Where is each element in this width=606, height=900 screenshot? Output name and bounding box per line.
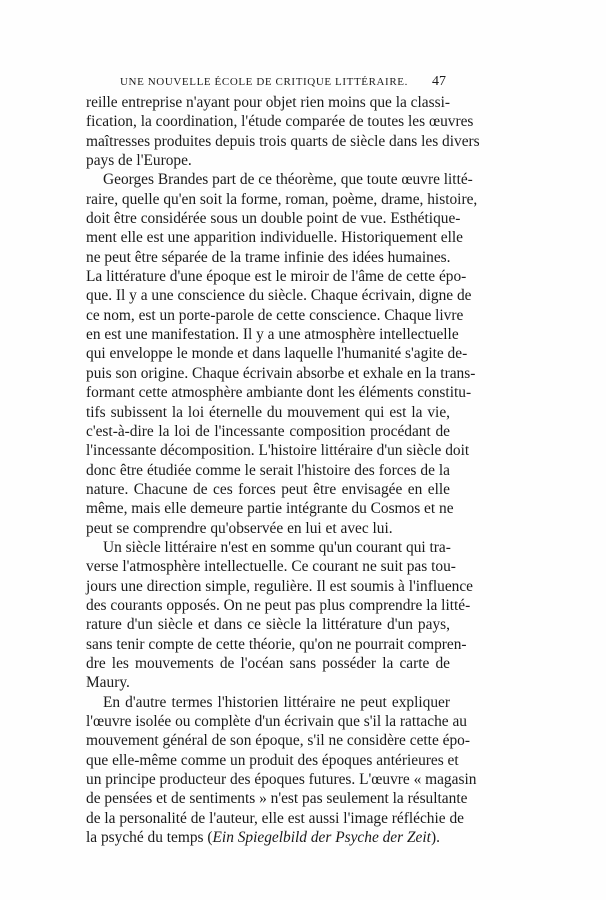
- text-line: ment elle est une apparition individuelle. Historiquement elle: [86, 229, 463, 247]
- page-number: 47: [432, 74, 446, 89]
- text-line: ne peut être séparée de la trame infinie des idées humaines.: [86, 248, 451, 266]
- text-line: l'incessante décomposition. L'histoire littéraire d'un siècle doit: [86, 442, 470, 460]
- text-line-with-citation: [86, 828, 450, 847]
- text-line: même, mais elle demeure partie intégrante du Cosmos et ne: [86, 500, 454, 518]
- text-line: raire, quelle qu'en soit la forme, roman, poème, drame, histoire,: [86, 190, 478, 208]
- text-line: nature. Chacune de ces forces peut être envisagée en elle: [86, 480, 450, 498]
- text-line: Maury.: [86, 674, 130, 692]
- text-line: doit être considérée sous un double point de vue. Esthétique-: [86, 210, 461, 228]
- text-line: verse l'atmosphère intellectuelle. Ce courant ne suit pas tou-: [86, 558, 456, 576]
- text-line: formant cette atmosphère ambiante dont les éléments constitu-: [86, 384, 472, 402]
- text-line: de pensées et de sentiments » n'est pas seulement la résultante: [86, 790, 468, 808]
- text-line: Un siècle littéraire n'est en somme qu'un courant qui tra-: [103, 538, 451, 556]
- text-line: En d'autre termes l'historien littéraire ne peut expliquer: [103, 693, 450, 711]
- text-line: ce nom, est un porte-parole de cette conscience. Chaque livre: [86, 306, 464, 324]
- german-citation: Ein Spiegelbild der Psyche der Zeit: [212, 829, 431, 847]
- text-line: mouvement général de son époque, s'il ne considère cette épo-: [86, 732, 470, 750]
- text-line: l'œuvre isolée ou complète d'un écrivain que s'il la rattache au: [86, 713, 467, 730]
- text-line: jours une direction simple, regulière. Il est soumis à l'influence: [86, 577, 474, 595]
- text-line: rature d'un siècle et dans ce siècle la littérature d'un pays,: [86, 616, 450, 634]
- text-line: Georges Brandes part de ce théorème, que toute œuvre litté-: [103, 171, 473, 189]
- text-line: tifs subissent la loi éternelle du mouvement qui est la vie,: [86, 403, 450, 421]
- text-line: fication, la coordination, l'étude comparée de toutes les œuvres: [86, 113, 474, 131]
- text-line: sans tenir compte de cette théorie, qu'on ne pourrait compren-: [86, 635, 467, 653]
- text-fragment: ).: [430, 829, 440, 847]
- text-line: c'est-à-dire la loi de l'incessante composition procédant de: [86, 422, 450, 440]
- body-text: [86, 93, 480, 847]
- text-line: que. Il y a une conscience du siècle. Chaque écrivain, digne de: [86, 287, 472, 305]
- text-line: de la personalité de l'auteur, elle est aussi l'image réfléchie de: [86, 809, 464, 827]
- text-line: reille entreprise n'ayant pour objet rien moins que la classi-: [86, 94, 450, 111]
- text-line: des courants opposés. On ne peut pas plus comprendre la litté-: [86, 596, 471, 614]
- text-line: que elle-même comme un produit des époques antérieures et: [86, 751, 459, 769]
- text-line: La littérature d'une époque est le miroir de l'âme de cette épo-: [86, 268, 467, 286]
- text-line: peut se comprendre qu'observée en lui et avec lui.: [86, 519, 393, 537]
- running-header: [96, 74, 446, 92]
- text-line: pays de l'Europe.: [86, 152, 192, 170]
- text-line: maîtresses produites depuis trois quarts de siècle dans les divers: [86, 132, 480, 150]
- text-line: un principe producteur des époques futures. L'œuvre « magasin: [86, 771, 477, 789]
- text-line: en est une manifestation. Il y a une atmosphère intellectuelle: [86, 326, 459, 344]
- text-line: qui enveloppe le monde et dans laquelle l'humanité s'agite de-: [86, 345, 468, 363]
- running-title: UNE NOUVELLE ÉCOLE DE CRITIQUE LITTÉRAIRE.: [120, 76, 408, 88]
- text-line: donc être étudiée comme le serait l'histoire des forces de la: [86, 461, 450, 479]
- text-fragment: la psyché du temps (: [86, 829, 213, 847]
- text-line: puis son origine. Chaque écrivain absorbe et exhale en la trans-: [86, 364, 476, 382]
- text-line: dre les mouvements de l'océan sans posséder la carte de: [86, 654, 450, 672]
